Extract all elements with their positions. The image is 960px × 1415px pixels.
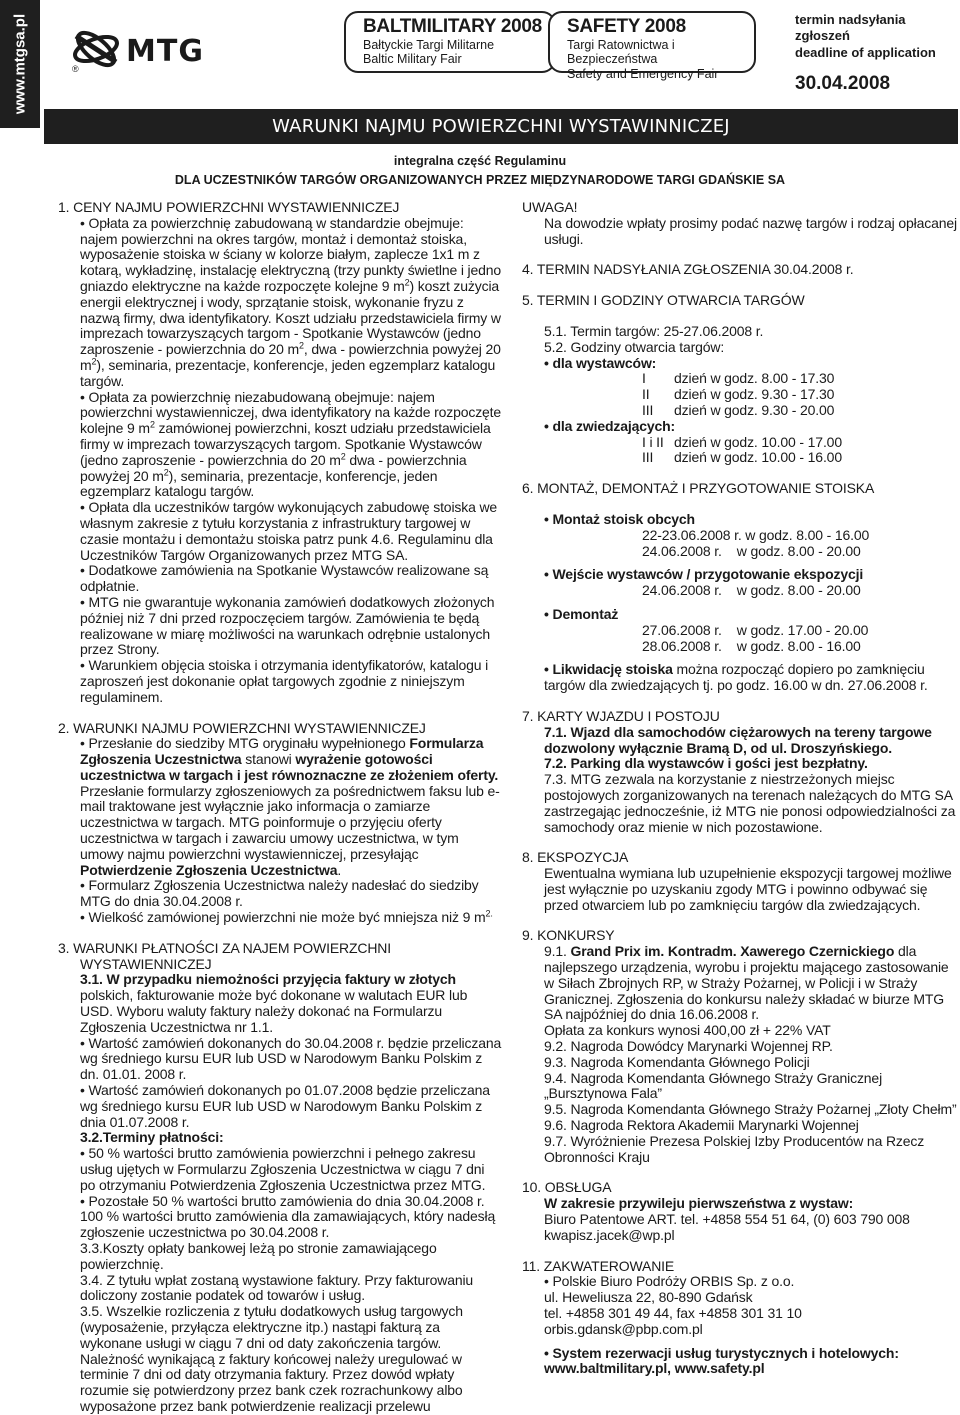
s1-paragraph: • Warunkiem objęcia stoiska i otrzymania identyfikatorów, katalogu i zaproszeń jest dokonanie opłat targowych zgodnie z niniejszym regulaminem. bbox=[80, 657, 489, 705]
section-6-heading: 6. MONTAŻ, DEMONTAŻ I PRZYGOTOWANIE STOISKA bbox=[522, 480, 875, 497]
section-2-heading: 2. WARUNKI NAJMU POWIERZCHNI WYSTAWIENNICZEJ bbox=[58, 719, 426, 736]
section-10-heading: 10. OBSŁUGA bbox=[522, 1179, 612, 1196]
exhibitors-hours bbox=[544, 371, 958, 418]
exhibitors-label: • dla wystawców: bbox=[544, 354, 657, 371]
s3-paragraph: 3.1. W przypadku niemożności przyjęcia faktury w złotych bbox=[80, 971, 456, 988]
section-6-body bbox=[522, 512, 958, 694]
right-column bbox=[522, 200, 958, 1377]
section-3-heading: 3. WARUNKI PŁATNOŚCI ZA NAJEM POWIERZCHNI bbox=[58, 939, 391, 956]
s3-paragraph: • Pozostałe 50 % wartości brutto zamówienia do dnia 30.04.2008 r. 100 % wartości brutto zamówienia dla zamawiających, który nadesłą zgłoszenie uczestnictwa po 30.04.2008 r. bbox=[80, 1192, 496, 1241]
s1-paragraph: • MTG nie gwarantuje wykonania zamówień dodatkowych złożonych później niż 7 dni przed rozpoczęciem targów. Zamówienia te będą realizowane w miarę możliwości na warunkach odrębnie ustalonych przez Strony. bbox=[80, 593, 495, 658]
hours-row: III dzień w godz. 9.30 - 20.00 bbox=[642, 401, 835, 418]
side-strip bbox=[0, 0, 40, 128]
fair-box-safety bbox=[548, 11, 756, 81]
s11-bold: • System rezerwacji usług turystycznych i hotelowych: bbox=[544, 1344, 899, 1361]
hours-row: I i II dzień w godz. 10.00 - 17.00 bbox=[642, 433, 842, 450]
s1-paragraph: • Opłata za powierzchnię zabudowaną w standardzie obejmuje: najem powierzchni na okres targów, montaż i demontaż stoiska, wyposażenie stoiska w ściany w kolorze białym, zaplecze 1x1 m z kotarą, wykładzinę, instalację elektryczną (trzy punkty świetlne i jedno gniazdo elektryczne na każde rozpoczęte kolejne 9 $m^2$) koszt zużycia energii elektrycznej i wody, sprzątanie stoisk, wykonanie fryzu z nazwą firmy, dwa identyfikatory. Koszt udziału przedstawiciela firmy w imprezach towarzyszących targom - Spotkanie Wystawców (jedno zaproszenie - powierzchnia do 20 $m^2$, dwa - powierzchnia powyżej 20 $m^2$), seminaria, prezentacje, konferencje, jeden egzemplarz katalogu targów. bbox=[80, 214, 502, 389]
s3-paragraph: 3.2.Terminy płatności: bbox=[80, 1129, 224, 1146]
visitors-label: • dla zwiedzających: bbox=[544, 417, 676, 434]
section-7-body bbox=[522, 725, 958, 836]
uwaga-heading: UWAGA! bbox=[522, 199, 578, 215]
deadline-block bbox=[795, 12, 955, 96]
subtitle-line2: DLA UCZESTNIKÓW TARGÓW ORGANIZOWANYCH PRZEZ MIĘDZYNARODOWE TARGI GDAŃSKIE SA bbox=[174, 173, 786, 187]
section-3-heading-cont: WYSTAWIENNICZEJ bbox=[80, 955, 212, 972]
section-8-text: Ewentualna wymiana lub uzupełnienie ekspozycji targowej możliwe jest wyłącznie po uzyskaniu zgody MTG i powinno odbywać się przed otwarciem lub po zamknięciu targów dla zwiedzających. bbox=[544, 865, 952, 913]
section-5-body bbox=[522, 324, 958, 466]
visitors-hours bbox=[544, 435, 958, 467]
registered-mark: ® bbox=[72, 64, 79, 74]
s9-item: 9.2. Nagroda Dowódcy Marynarki Wojennej RP. bbox=[544, 1038, 833, 1055]
s2-paragraph: • Przesłanie do siedziby MTG oryginału wypełnionego Formularza Zgłoszenia Uczestnictwa stanowi wyrażenie gotowości uczestnictwa w targach i jest równoznaczne ze złożeniem oferty. Przesłanie formularzy zgłoszeniowych za pośrednictwem faksu lub e-mail traktowane jest wyłącznie jako informacja o zamiarze uczestnictwa w targach. MTG poinformuje o przyjęciu oferty uczestnictwa w targach i zawarciu umowy uczestnictwa, w tym umowy najmu powierzchni wystawienniczej, przesyłając Potwierdzenie Zgłoszenia Uczestnictwa. bbox=[80, 735, 500, 878]
s7-paragraph: 7.3. MTG zezwala na korzystanie z niestrzeżonych miejsc postojowych zorganizowanych na terenach należących do MTG SA zastrzegając jednocześnie, iż MTG nie ponosi odpowiedzialności za samochody oraz mienie w nich pozostawione. bbox=[544, 771, 956, 835]
section-7-heading: 7. KARTY WJAZDU I POSTOJU bbox=[522, 707, 720, 724]
section-8-heading: 8. EKSPOZYCJA bbox=[522, 849, 629, 866]
s3-paragraph: polskich, fakturowanie może być dokonane w walutach EUR lub USD. Wyboru waluty faktury należy dokonać na Formularzu Zgłoszenia Uczestnictwa nr 1.1. bbox=[80, 987, 468, 1035]
left-column bbox=[58, 200, 502, 1415]
s9-item: 9.7. Wyróżnienie Prezesa Polskiej Izby Producentów na Rzecz Obronności Kraju bbox=[544, 1132, 925, 1165]
s2-paragraph: • Formularz Zgłoszenia Uczestnictwa należy nadesłać do siedziby MTG do dnia 30.04.2008 r. bbox=[80, 877, 479, 910]
section-9-heading: 9. KONKURSY bbox=[522, 927, 615, 944]
fair-subtitle: Targi Ratownictwa i Bezpieczeństwa bbox=[567, 37, 675, 67]
section-10-body bbox=[522, 1196, 958, 1243]
hours-row: II dzień w godz. 9.30 - 17.30 bbox=[642, 386, 835, 403]
s11-line: tel. +4858 301 49 44, fax +4858 301 31 10 bbox=[544, 1305, 802, 1322]
deadline-label-pl: termin nadsyłania zgłoszeń bbox=[795, 12, 906, 44]
fair-subtitle-en: Safety and Emergency Fair bbox=[567, 66, 719, 81]
uwaga-text: Na dowodzie wpłaty prosimy podać nazwę targów i rodzaj opłacanej usługi. bbox=[544, 214, 957, 247]
hours-row: III dzień w godz. 10.00 - 16.00 bbox=[642, 449, 842, 466]
fair-subtitle: Bałtyckie Targi Militarne bbox=[363, 37, 495, 52]
section-2-body bbox=[58, 736, 502, 926]
side-url: www.mtgsa.pl bbox=[11, 13, 29, 115]
s1-paragraph: • Dodatkowe zamówienia na Spotkanie Wystawców realizowane są odpłatnie. bbox=[80, 562, 489, 595]
s6-date: 22-23.06.2008 r. w godz. 8.00 - 16.00 bbox=[642, 526, 870, 543]
fair-name: SAFETY 2008 bbox=[567, 16, 686, 37]
section-1-body bbox=[58, 216, 502, 706]
s11-line: • Polskie Biuro Podróży ORBIS Sp. z o.o. bbox=[544, 1273, 795, 1290]
s6-date: 27.06.2008 r. w godz. 17.00 - 20.00 bbox=[642, 621, 869, 638]
fair-name: BALTMILITARY 2008 bbox=[363, 16, 542, 37]
s1-paragraph: • Opłata dla uczestników targów wykonujących zabudowę stoiska we własnym zakresie z tytułu korzystania z infrastruktury targowej w czasie montażu i demontażu stoiska patrz punk 4.6. Regulaminu dla Uczestników Targów Organizowanych przez MTG SA. bbox=[80, 499, 498, 563]
section-1-heading: 1. CENY NAJMU POWIERZCHNI WYSTAWIENNICZEJ bbox=[58, 199, 400, 215]
s9-item: 9.3. Nagroda Komendanta Głównego Policji bbox=[544, 1053, 810, 1070]
s6-label: • Demontaż bbox=[544, 605, 619, 622]
s1-paragraph: • Opłata za powierzchnię niezabudowaną obejmuje: najem powierzchni wystawienniczej, dwa identyfikatory na każde rozpoczęte kolejne 9 $m^2$ zamówionej powierzchni, koszt udziału przedstawiciela firmy w imprezach towarzyszących targom. Spotkanie Wystawców (jedno zaproszenie - powierzchnia do 20 $m^2$ dwa - powierzchnia powyżej 20 $m^2$), seminaria, prezentacje, konferencje, jeden egzemplarz katalogu targów. bbox=[80, 388, 502, 500]
s5-line: 5.1. Termin targów: 25-27.06.2008 r. bbox=[544, 322, 764, 339]
section-3-body bbox=[58, 972, 502, 1414]
s6-liquidation: • Likwidację stoiska można rozpocząć dopiero po zamknięciu targów dla zwiedzających tj. po godz. 16.00 w dn. 27.06.2008 r. bbox=[544, 661, 928, 694]
page-title: WARUNKI NAJMU POWIERZCHNI WYSTAWINNICZEJ bbox=[44, 109, 958, 144]
s11-email: orbis.gdansk@pbp.com.pl bbox=[544, 1320, 703, 1337]
s9-item: 9.4. Nagroda Komendanta Głównego Straży Granicznej „Bursztynowa Fala” bbox=[544, 1069, 883, 1102]
s6-date: 24.06.2008 r. w godz. 8.00 - 20.00 bbox=[642, 542, 861, 559]
section-5-heading: 5. TERMIN I GODZINY OTWARCIA TARGÓW bbox=[522, 292, 805, 309]
section-4-heading: 4. TERMIN NADSYŁANIA ZGŁOSZENIA 30.04.2008 r. bbox=[522, 261, 854, 278]
s6-label: • Montaż stoisk obcych bbox=[544, 510, 695, 527]
s10-email: kwapisz.jacek@wp.pl bbox=[544, 1226, 675, 1243]
s6-date: 24.06.2008 r. w godz. 8.00 - 20.00 bbox=[642, 582, 861, 599]
s11-line: ul. Heweliusza 22, 80-890 Gdańsk bbox=[544, 1289, 753, 1306]
subtitle-line1: integralna część Regulaminu bbox=[393, 154, 567, 168]
s5-line: 5.2. Godziny otwarcia targów: bbox=[544, 338, 725, 355]
s6-label: • Wejście wystawców / przygotowanie ekspozycji bbox=[544, 566, 864, 583]
s9-grand-prix: 9.1. Grand Prix im. Kontradm. Xawerego Czernickiego dla najlepszego urządzenia, wyrobu i projektu mającego zastosowanie w Siłach Zbrojnych RP, w Straży Pożarnej, w Policji i w Straży Granicznej. Zgłoszenia do konkursu należy składać w biurze MTG SA najpóźniej do dnia 16.06.2008 r. bbox=[544, 943, 949, 1023]
section-11-body bbox=[522, 1274, 958, 1377]
s3-paragraph: 3.3.Koszty opłaty bankowej leżą po stronie zamawiającego powierzchnię. bbox=[80, 1240, 437, 1272]
s2-paragraph: • Wielkość zamówionej powierzchni nie może być mniejsza niż 9 $m^{2.}$ bbox=[80, 908, 493, 926]
regulation-subtitle bbox=[0, 152, 960, 190]
s9-item: 9.5. Nagroda Komendanta Głównego Straży Pożarnej „Złoty Chełm” bbox=[544, 1101, 957, 1118]
section-11-heading: 11. ZAKWATEROWANIE bbox=[522, 1257, 675, 1274]
section-9-body bbox=[522, 944, 958, 1165]
s9-item: 9.6. Nagroda Rektora Akademii Marynarki Wojennej bbox=[544, 1117, 859, 1134]
s3-paragraph: • 50 % wartości brutto zamówienia powierzchni i pełnego zakresu usług ujętych w Formularzu Zgłoszenia Uczestnictwa w ciągu 7 dni po otrzymaniu Potwierdzenia Zgłoszenia Uczestnictwa przez MTG. bbox=[80, 1145, 486, 1193]
s11-links: www.baltmilitary.pl, www.safety.pl bbox=[544, 1360, 765, 1377]
s7-paragraph: 7.2. Parking dla wystawców i gości jest bezpłatny. bbox=[544, 755, 868, 772]
s3-paragraph: • Wartość zamówień dokonanych po 01.07.2008 będzie przeliczana wg średniego kursu EUR lub USD w Narodowym Banku Polskim z dnia 01.07.2008 r. bbox=[80, 1082, 490, 1130]
deadline-label-en: deadline of application bbox=[795, 44, 936, 60]
s10-bold: W zakresie przywileju pierwszeństwa z wystaw: bbox=[544, 1195, 854, 1212]
s3-paragraph: 3.5. Wszelkie rozliczenia z tytułu dodatkowych usług targowych (wyposażenie, przyłącza elektryczne itp.) nastąpi fakturą za wykonane usługi w ciągu 7 dni od daty zakończenia targów. Należność wynikającą z faktury końcowej należy uregulować w terminie 7 dni od daty otrzymania faktury. Przez dowód wpłaty rozumie się potwierdzony przez bank czek rozrachunkowy albo wyposażone przez bank potwierdzenie realizacji przelewu bbox=[80, 1303, 463, 1414]
fair-subtitle-en: Baltic Military Fair bbox=[363, 52, 462, 67]
hours-row: I dzień w godz. 8.00 - 17.30 bbox=[642, 370, 835, 387]
s9-fee: Opłata za konkurs wynosi 400,00 zł + 22% VAT bbox=[544, 1022, 831, 1039]
s3-paragraph: • Wartość zamówień dokonanych do 30.04.2008 r. będzie przeliczana wg średniego kursu EUR lub USD w Narodowym Banku Polskim z dn. 01.01. 2008 r. bbox=[80, 1034, 502, 1083]
logo-text: MTG bbox=[126, 34, 204, 69]
fair-box-baltmilitary bbox=[344, 11, 556, 73]
deadline-date: 30.04.2008 bbox=[795, 72, 891, 94]
s3-paragraph: 3.4. Z tytułu wpłat zostaną wystawione faktury. Przy fakturowaniu doliczony zostanie podatek od towarów i usług. bbox=[80, 1271, 474, 1304]
s10-line: Biuro Patentowe ART. tel. +4858 554 51 64, (0) 603 790 008 bbox=[544, 1211, 910, 1228]
s6-date: 28.06.2008 r. w godz. 8.00 - 16.00 bbox=[642, 637, 861, 654]
s7-paragraph: 7.1. Wjazd dla samochodów ciężarowych na tereny targowe dozwolony wyłącznie Bramą D, od ul. Droszyńskiego. bbox=[544, 723, 932, 756]
